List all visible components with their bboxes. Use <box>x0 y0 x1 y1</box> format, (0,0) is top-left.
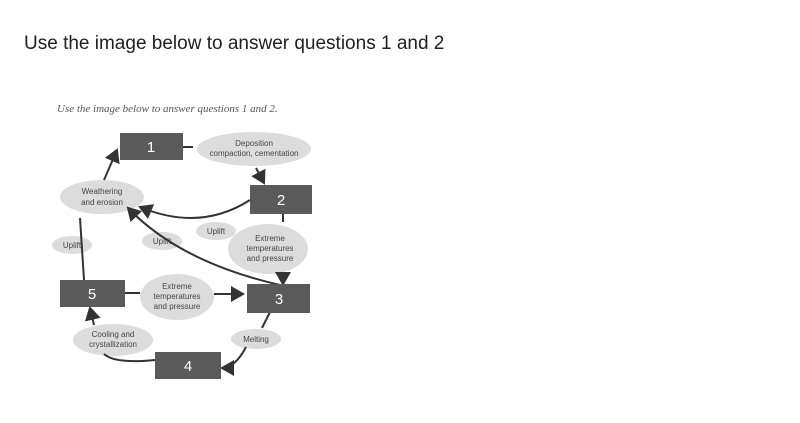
arrow-2-to-weathering <box>140 200 250 218</box>
extreme-mid-label-2: temperatures <box>153 292 201 301</box>
box-2-number: 2 <box>276 192 286 209</box>
box-5-number: 5 <box>87 286 97 303</box>
uplift-label-a: Uplift <box>206 227 226 236</box>
cooling-label-2: crystallization <box>88 340 138 349</box>
box-4-number: 4 <box>183 358 193 375</box>
box-3-number: 3 <box>274 291 284 308</box>
arrow-cooling-to-5 <box>90 308 94 325</box>
deposition-label-2: compaction, cementation <box>209 149 299 158</box>
cooling-label-1: Cooling and <box>91 330 135 339</box>
weathering-label-2: and erosion <box>81 198 123 207</box>
extreme-mid-label-3: and pressure <box>153 302 201 311</box>
weathering-label-1: Weathering <box>81 187 123 196</box>
extreme-right-label-2: temperatures <box>246 244 294 253</box>
melting-label: Melting <box>243 335 269 344</box>
uplift-label-c: Uplift <box>62 241 82 250</box>
extreme-right-label-1: Extreme <box>255 234 285 243</box>
deposition-label-1: Deposition <box>235 139 273 148</box>
question-heading: Use the image below to answer questions 1 and 2 <box>24 33 445 54</box>
uplift-label-b: Uplift <box>152 237 172 246</box>
arrow-3-to-melting <box>262 312 270 328</box>
arrow-melting-to-4 <box>222 347 246 368</box>
box-1-number: 1 <box>146 139 156 156</box>
extreme-right-label-3: and pressure <box>246 254 294 263</box>
extreme-mid-label-1: Extreme <box>162 282 192 291</box>
arrow-deposition-to-2 <box>256 168 264 183</box>
arrow-weathering-to-1 <box>104 150 117 180</box>
weathering-bubble <box>60 180 144 214</box>
figure-caption: Use the image below to answer questions 1 and 2. <box>57 103 278 115</box>
